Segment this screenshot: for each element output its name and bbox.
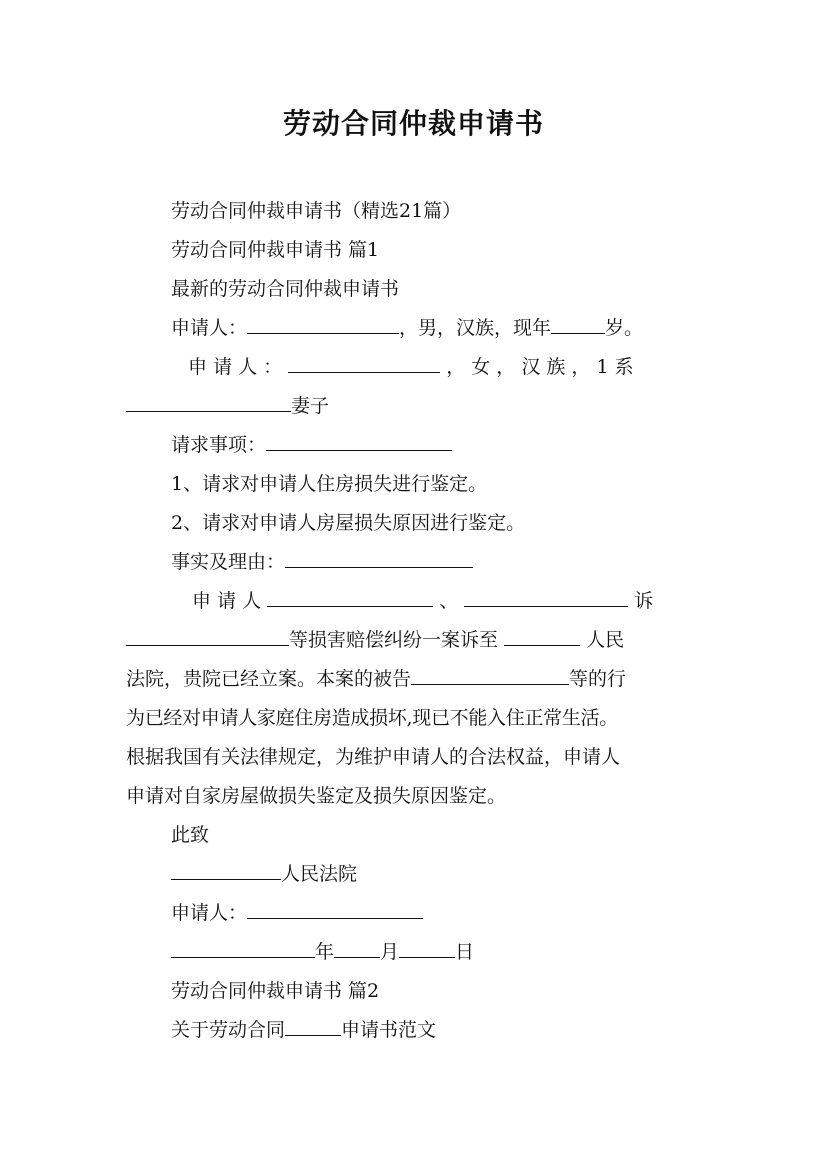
section2-heading: 劳动合同仲裁申请书 篇2 bbox=[171, 980, 380, 1002]
applicant2-prefix: 申 请 人 ： bbox=[188, 356, 283, 378]
blank-party3 bbox=[126, 623, 289, 646]
applicant2-end: 妻子 bbox=[291, 395, 330, 417]
claim-2: 2、请求对申请人房屋损失原因进行鉴定。 bbox=[171, 512, 526, 534]
blank-day bbox=[399, 935, 455, 958]
court-suffix: 人民法院 bbox=[281, 863, 358, 885]
applicant1-end: 岁。 bbox=[605, 317, 644, 339]
facts-l2-b: 人民 bbox=[586, 629, 625, 651]
facts-para-line3 bbox=[126, 660, 702, 699]
section2-title bbox=[126, 1011, 702, 1050]
subtitle: 劳动合同仲裁申请书（精选21篇） bbox=[171, 200, 462, 222]
blank-court-name bbox=[171, 857, 281, 880]
blank-party1 bbox=[267, 584, 433, 607]
blank-section2 bbox=[285, 1013, 341, 1036]
applicant2-mid: ， 女 ， 汉 族 ， 1 系 bbox=[446, 356, 634, 378]
section2-title-a: 关于劳动合同 bbox=[171, 1019, 286, 1041]
blank-court bbox=[504, 623, 580, 646]
claim-1: 1、请求对申请人住房损失进行鉴定。 bbox=[171, 473, 488, 495]
blank-age bbox=[551, 311, 605, 334]
facts-label: 事实及理由： bbox=[171, 551, 286, 573]
blank-month bbox=[334, 935, 380, 958]
blank-signature bbox=[247, 896, 423, 919]
blank-applicant2-name bbox=[288, 350, 440, 373]
facts-para-line6: 申请对自家房屋做损失鉴定及损失原因鉴定。 bbox=[126, 785, 507, 807]
section1-heading: 劳动合同仲裁申请书 篇1 bbox=[171, 239, 380, 261]
blank-claims bbox=[266, 428, 452, 451]
applicant1-prefix: 申请人： bbox=[171, 317, 248, 339]
closing: 此致 bbox=[171, 824, 210, 846]
section2-title-b: 申请书范文 bbox=[341, 1019, 437, 1041]
facts-l2-a: 等损害赔偿纠纷一案诉至 bbox=[289, 629, 499, 651]
signature-label: 申请人： bbox=[171, 902, 248, 924]
date-year: 年 bbox=[315, 941, 335, 963]
facts-line bbox=[126, 543, 702, 582]
date-day: 日 bbox=[455, 941, 475, 963]
claims-label: 请求事项： bbox=[171, 434, 267, 456]
facts-l3-b: 等的行 bbox=[569, 668, 627, 690]
facts-l1-a: 申 请 人 bbox=[192, 590, 262, 612]
signature-line bbox=[126, 894, 702, 933]
date-month: 月 bbox=[380, 941, 400, 963]
facts-l3-a: 法院，贵院已经立案。本案的被告 bbox=[126, 668, 412, 690]
facts-para-line2 bbox=[126, 621, 702, 660]
applicant2-line bbox=[126, 348, 702, 387]
facts-l1-c: 诉 bbox=[634, 590, 654, 612]
facts-para-line1 bbox=[126, 582, 702, 621]
applicant1-line bbox=[126, 309, 702, 348]
date-line bbox=[126, 933, 702, 972]
section1-title: 最新的劳动合同仲裁申请书 bbox=[171, 278, 400, 300]
facts-l1-b: 、 bbox=[439, 590, 459, 612]
claims-line bbox=[126, 426, 702, 465]
blank-spouse bbox=[126, 389, 291, 412]
applicant2-line2 bbox=[126, 387, 702, 426]
applicant1-suffix: ，男，汉族，现年 bbox=[399, 317, 552, 339]
blank-year bbox=[171, 935, 315, 958]
blank-defendant bbox=[411, 662, 569, 685]
blank-facts bbox=[285, 545, 473, 568]
court-line bbox=[126, 855, 702, 894]
facts-para-line5: 根据我国有关法律规定，为维护申请人的合法权益，申请人 bbox=[126, 746, 621, 768]
page-title: 劳动合同仲裁申请书 bbox=[282, 107, 544, 140]
facts-para-line4: 为已经对申请人家庭住房造成损坏,现已不能入住正常生活。 bbox=[126, 707, 618, 729]
blank-applicant1-name bbox=[247, 311, 399, 334]
blank-party2 bbox=[464, 584, 628, 607]
